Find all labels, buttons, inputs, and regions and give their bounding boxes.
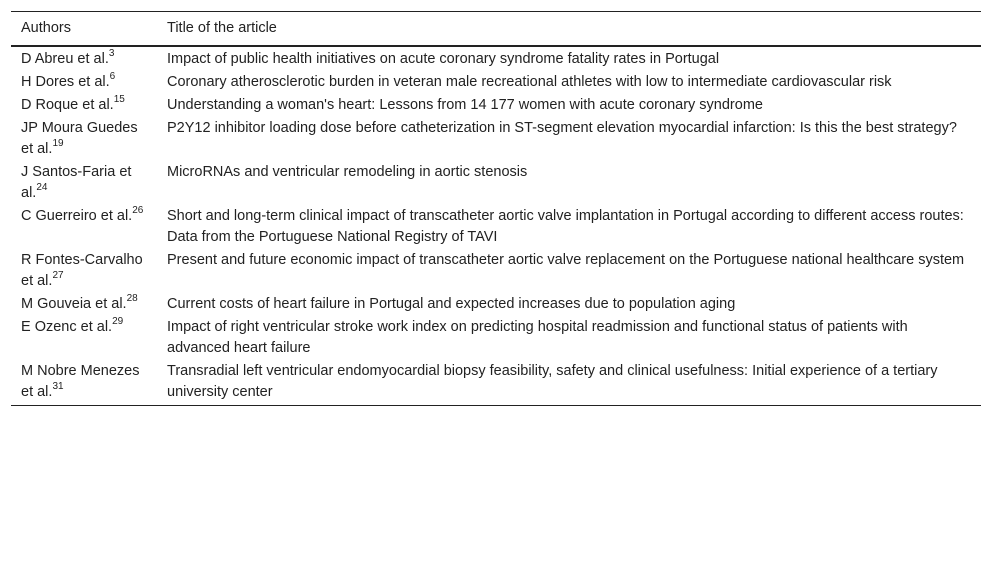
author-cell: [11, 315, 157, 359]
article-table-container: [11, 11, 981, 406]
author-name: JP Moura Guedes et al.: [21, 120, 138, 157]
table-row: [11, 93, 981, 116]
author-cell: [11, 204, 157, 248]
table-row: [11, 204, 981, 248]
table-row: [11, 46, 981, 70]
reference-number: 3: [108, 48, 115, 60]
article-title: P2Y12 inhibitor loading dose before catheterization in ST-segment elevation myocardial infarction: Is this the best strategy?: [167, 120, 957, 136]
author-cell: [11, 292, 157, 315]
author-cell: [11, 160, 157, 204]
author-cell: [11, 70, 157, 93]
article-title: Understanding a woman's heart: Lessons from 14 177 women with acute coronary syndrome: [167, 97, 763, 113]
table-row: [11, 248, 981, 292]
table-row: [11, 292, 981, 315]
author-name: R Fontes-Carvalho et al.: [21, 252, 143, 289]
author-name: J Santos-Faria et al.: [21, 164, 132, 201]
author-name: E Ozenc et al.: [21, 319, 113, 335]
article-title: Impact of public health initiatives on acute coronary syndrome fatality rates in Portugal: [167, 51, 720, 67]
author-name: C Guerreiro et al.: [21, 208, 133, 224]
author-cell: [11, 46, 157, 70]
table-row: [11, 315, 981, 359]
article-title: Impact of right ventricular stroke work index on predicting hospital readmission and functional status of patients with advanced heart failure: [167, 319, 908, 356]
article-title: Short and long-term clinical impact of transcatheter aortic valve implantation in Portugal according to different access routes: Data from the Portuguese National Registry of TAVI: [167, 208, 964, 245]
reference-number: 27: [52, 270, 64, 282]
table-row: [11, 359, 981, 406]
reference-number: 24: [36, 182, 48, 194]
reference-number: 6: [109, 71, 116, 83]
author-cell: [11, 93, 157, 116]
author-name: H Dores et al.: [21, 74, 110, 90]
reference-number: 31: [52, 381, 64, 393]
reference-number: 15: [113, 94, 125, 106]
article-title: Current costs of heart failure in Portugal and expected increases due to population aging: [167, 296, 736, 312]
reference-number: 28: [126, 293, 138, 305]
title-column-header: Title of the article: [157, 12, 981, 47]
author-cell: [11, 248, 157, 292]
reference-number: 29: [112, 316, 124, 328]
table-row: [11, 160, 981, 204]
author-name: M Nobre Menezes et al.: [21, 363, 140, 400]
author-cell: [11, 359, 157, 406]
article-table: [11, 11, 981, 406]
author-name: M Gouveia et al.: [21, 296, 127, 312]
table-row: [11, 116, 981, 160]
article-title: MicroRNAs and ventricular remodeling in aortic stenosis: [167, 164, 528, 180]
reference-number: 26: [132, 205, 144, 217]
author-cell: [11, 116, 157, 160]
article-title: Coronary atherosclerotic burden in veteran male recreational athletes with low to intermediate cardiovascular risk: [167, 74, 892, 90]
authors-column-header: Authors: [11, 12, 157, 47]
article-title: Transradial left ventricular endomyocardial biopsy feasibility, safety and clinical usefulness: Initial experience of a tertiary university center: [157, 359, 981, 406]
table-header-row: [11, 12, 981, 47]
author-name: D Roque et al.: [21, 97, 114, 113]
author-name: D Abreu et al.: [21, 51, 109, 67]
reference-number: 19: [52, 138, 64, 150]
table-row: [11, 70, 981, 93]
article-title: Present and future economic impact of transcatheter aortic valve replacement on the Portuguese national healthcare system: [167, 252, 965, 268]
